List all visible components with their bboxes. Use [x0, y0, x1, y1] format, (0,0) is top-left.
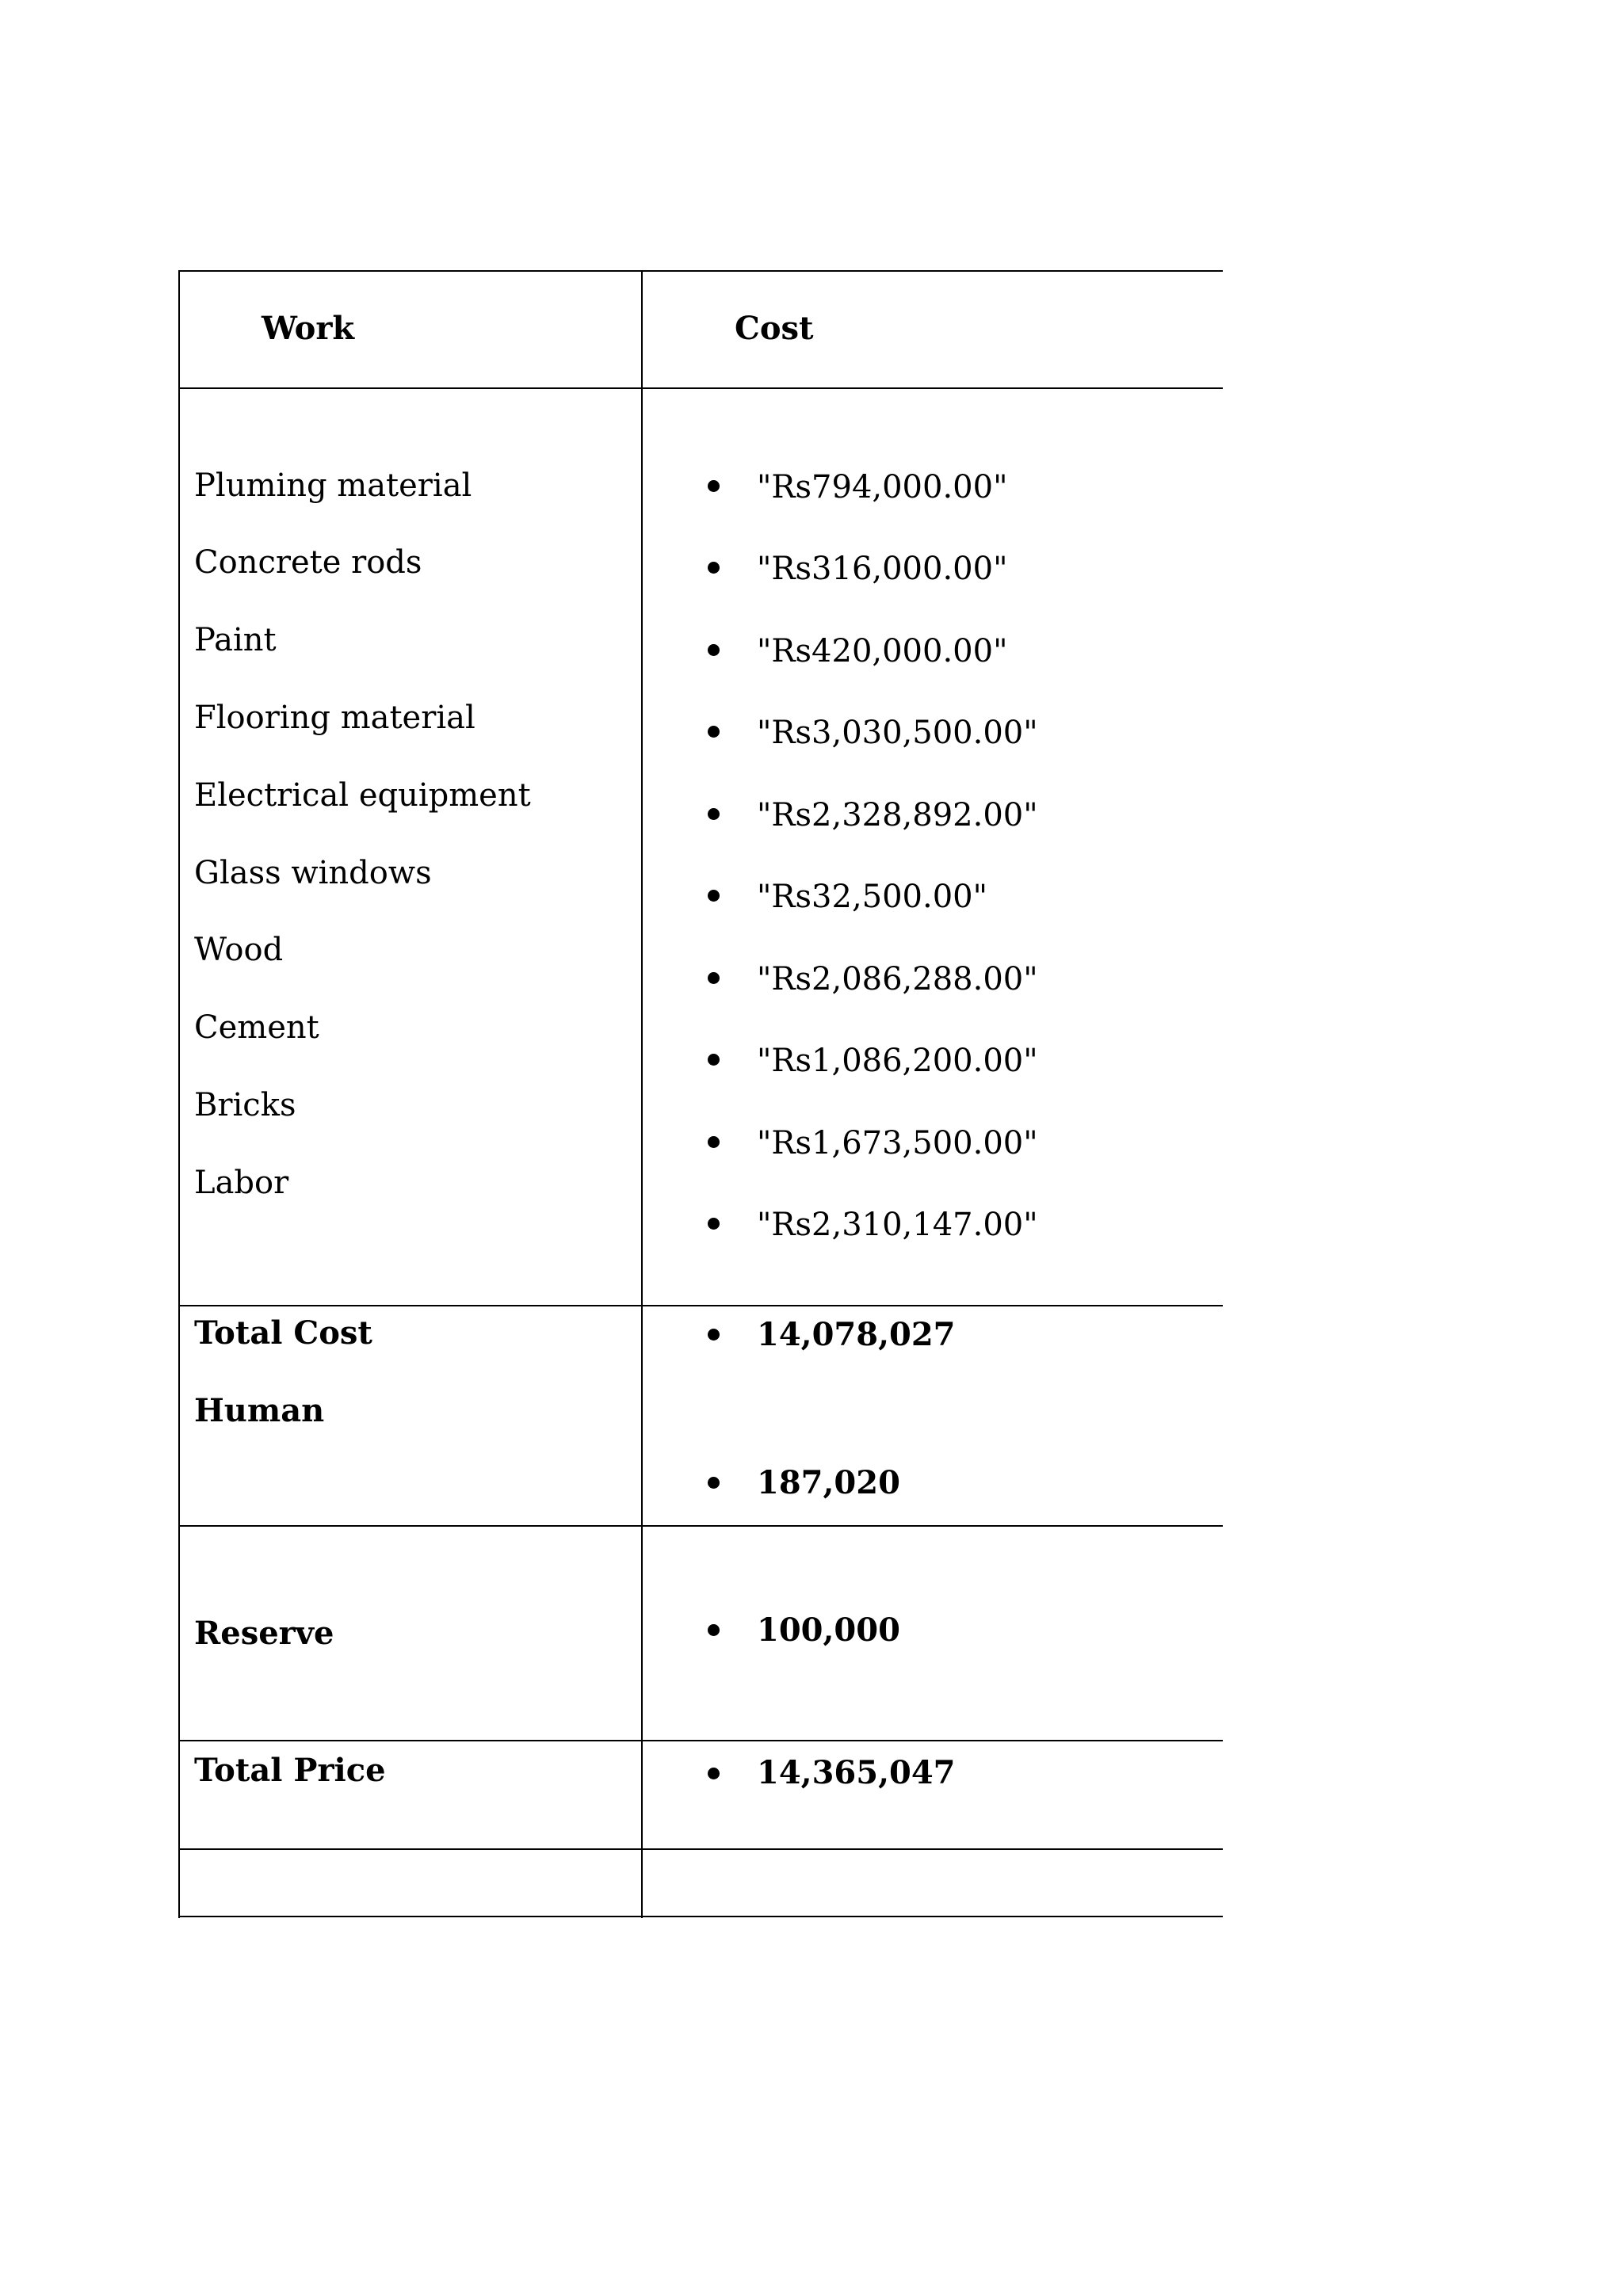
table-border-bottom: [178, 1916, 1223, 1917]
cost-item: "Rs316,000.00": [757, 551, 1008, 587]
human-label: Human: [194, 1392, 325, 1429]
human-value: 187,020: [757, 1464, 900, 1501]
total-cost-label: Total Cost: [194, 1314, 372, 1352]
cost-item: "Rs1,673,500.00": [757, 1125, 1038, 1161]
bullet-icon: [708, 1218, 720, 1230]
reserve-label: Reserve: [194, 1615, 334, 1652]
work-item: Wood: [194, 932, 284, 968]
bullet-icon: [708, 1768, 720, 1779]
bullet-icon: [708, 644, 720, 656]
cost-item: "Rs1,086,200.00": [757, 1043, 1038, 1079]
cost-item: "Rs794,000.00": [757, 469, 1008, 505]
cost-table: [178, 270, 1223, 1918]
work-item: Electrical equipment: [194, 777, 531, 814]
cost-item: "Rs3,030,500.00": [757, 715, 1038, 751]
cost-item: "Rs420,000.00": [757, 633, 1008, 669]
cost-item: "Rs2,086,288.00": [757, 961, 1038, 997]
table-border-left: [178, 270, 180, 1918]
empty-row: [178, 1850, 1223, 1916]
bullet-icon: [708, 808, 720, 820]
column-divider: [641, 270, 643, 1918]
bullet-icon: [708, 1624, 720, 1636]
bullet-icon: [708, 726, 720, 738]
table-border-top: [178, 270, 1223, 272]
cost-item: "Rs32,500.00": [757, 879, 988, 915]
bullet-icon: [708, 1477, 720, 1489]
reserve-divider: [178, 1740, 1223, 1741]
work-item: Flooring material: [194, 700, 475, 736]
cost-item: "Rs2,310,147.00": [757, 1207, 1038, 1243]
reserve-value: 100,000: [757, 1611, 900, 1649]
header-work: Work: [262, 310, 355, 347]
bullet-icon: [708, 562, 720, 574]
work-item: Paint: [194, 622, 277, 658]
bullet-icon: [708, 480, 720, 492]
bullet-icon: [708, 1136, 720, 1148]
total-cost-value: 14,078,027: [757, 1316, 956, 1353]
header-divider: [178, 387, 1223, 389]
bullet-icon: [708, 1329, 720, 1341]
header-cost: Cost: [735, 310, 814, 347]
bullet-icon: [708, 972, 720, 984]
cost-item: "Rs2,328,892.00": [757, 797, 1038, 833]
work-item: Labor: [194, 1165, 289, 1201]
totals-divider: [178, 1525, 1223, 1527]
bullet-icon: [708, 890, 720, 902]
work-item: Cement: [194, 1009, 319, 1046]
work-item: Glass windows: [194, 855, 432, 891]
items-divider: [178, 1305, 1223, 1306]
total-price-value: 14,365,047: [757, 1754, 956, 1791]
work-item: Concrete rods: [194, 544, 422, 581]
total-price-label: Total Price: [194, 1752, 386, 1789]
work-item: Bricks: [194, 1087, 296, 1123]
bullet-icon: [708, 1054, 720, 1066]
work-item: Pluming material: [194, 467, 472, 504]
